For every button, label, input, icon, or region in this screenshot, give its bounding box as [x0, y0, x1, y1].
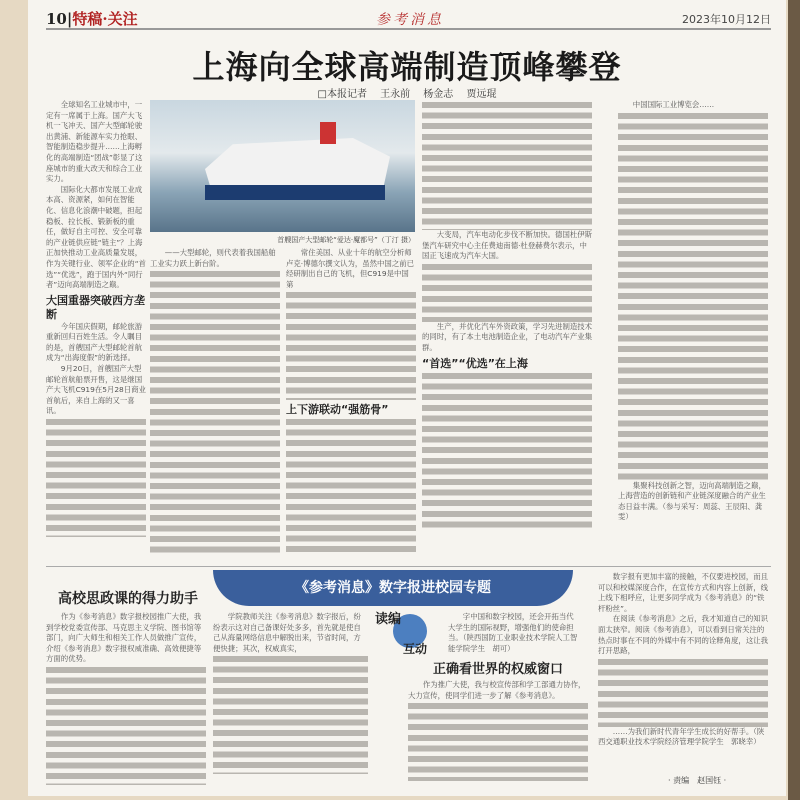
bottom-column-4: 作为推广大使，我与校宣传部和学工部通力协作，大力宣传，使同学们进一步了解《参考消息》。 — [408, 680, 588, 792]
page-header — [46, 8, 771, 30]
special-topic-banner: 《参考消息》数字报进校园专题 — [213, 570, 573, 606]
article-column-5: 中国国际工业博览会…… 集聚科技创新之智，迈向高端制造之巅，上海营造的创新链和产业链深度融合的产业生态日益丰满。（参与采写：周蕊、王辰阳、龚雯） — [618, 100, 768, 555]
article-column-3: 常住美国、从业十年的航空分析师卢克·博德尔撰文认为，虽然中国之前已经研制出自己的飞机，但C919是中国第 上下游联动“强筋骨” — [286, 248, 416, 555]
byline: □本报记者 王永前 杨金志 贾远琨 — [317, 89, 497, 100]
article-column-4: 大变局，汽车电动化步伐不断加快。德国杜伊斯堡汽车研究中心主任费迪南德·杜登赫费尔表示，中国正飞速成为汽车大国。 生产，并优化汽车外资政策，学习先进制造技术的同时，有了本土电池制造企业，了电动汽车产业集群。 “首选”“优选”在上海 — [422, 100, 592, 555]
section-name: 特稿·关注 — [72, 10, 138, 28]
second-sidebar-title: 正确看世界的权威窗口 — [433, 662, 564, 677]
bottom-column-1: 作为《参考消息》数字报校园推广大使，我到学校党委宣传部、马克思主义学院、图书馆等部门，向广大师生和相关工作人员做推广宣传，介绍《参考消息》数字报权威准确、高效便捷等方面的优势。 — [46, 612, 206, 792]
subhead: 大国重器突破西方垄断 — [46, 293, 145, 321]
cruise-ship-photo — [150, 100, 415, 232]
newspaper-page — [28, 0, 786, 796]
section-divider — [46, 566, 771, 567]
page-edge — [788, 0, 800, 800]
article-column-1: 全球知名工业城市中，一定有一席属于上海。国产大飞机一飞冲天、国产大型邮轮驶出黄浦、新能源车实力抢眼、智能制造稳步提升……上海孵化的高端制造“团战”彰显了这座城市的重大改天和综合工业实力。 国际化大都市发展工业成本高、资源紧，如何在智能化、信息化浪潮中破题，担起稳板、拉长板、锻新板的重任，做好自主可控、安全可靠的产业链供应链“链主”？上海正加快推动工业高质量发展，作为关键行业、领军企业的“首选”“优选”，跑于国内外“同行者”迈向高端制造之巅。 大国重器突破西方垄断 今年国庆假期，邮轮旅游重新回归百姓生活。令人瞩目的是，首艘国产大型邮轮首航成为“出海度假”的新选择。 9月20日，首艘国产大型邮轮首航船票开售，这是继国产大飞机C919在5月28日商业首航后，来自上海的又一喜讯。 — [46, 100, 146, 555]
headline: 上海向全球高端制造顶峰攀登 — [192, 48, 622, 86]
issue-date: 2023年10月12日 — [682, 13, 771, 26]
page-number-section: 10|特稿·关注 — [46, 10, 138, 28]
bottom-column-5: 数字报有更加丰富的接触，不仅要进校园，而且可以和校媒深度合作，在宣传方式和内容上创新，线上线下相呼应，让更多同学成为《参考消息》的“铁杆粉丝”。 在阅读《参考消息》之后，我才知道自己的知识面太狭窄。阅读《参考消息》，可以看到日常关注的热点时事在不同的外媒中有不同的诠释角度，这让我打开思路， ……为我们新时代青年学生成长的好帮手。（陕西交通职业技术学院经济管理学院学生 郭晓幸） — [598, 572, 768, 747]
reader-editor-interaction-logo: 读编 互动 — [375, 612, 428, 656]
editor-credit: · 责编 赵国钰 · — [668, 776, 727, 785]
subhead: 上下游联动“强筋骨” — [286, 403, 389, 417]
bottom-column-2: 学院教师关注《参考消息》数字报后，纷纷表示这对自己备课好处多多，首先就是使自己从海量网络信息中解脱出来，节省时间，方便快捷；其次，权威真实， — [213, 612, 368, 792]
photo-caption: 首艘国产大型邮轮“爱达·魔都号”（丁汀 摄） — [277, 236, 415, 244]
article-column-2: ——大型邮轮，则代表着我国船舶工业实力跃上新台阶。 — [150, 248, 280, 555]
bottom-column-3: 字中国和数字校园，还会开拓当代大学生的国际视野，增强他们的使命担当。（陕西国防工业职业技术学院人工智能学院学生 胡可） — [448, 612, 578, 653]
subhead: “首选”“优选”在上海 — [422, 356, 528, 370]
masthead-logo: 参考消息 — [376, 12, 444, 28]
sidebar-title: 高校思政课的得力助手 — [58, 591, 198, 607]
